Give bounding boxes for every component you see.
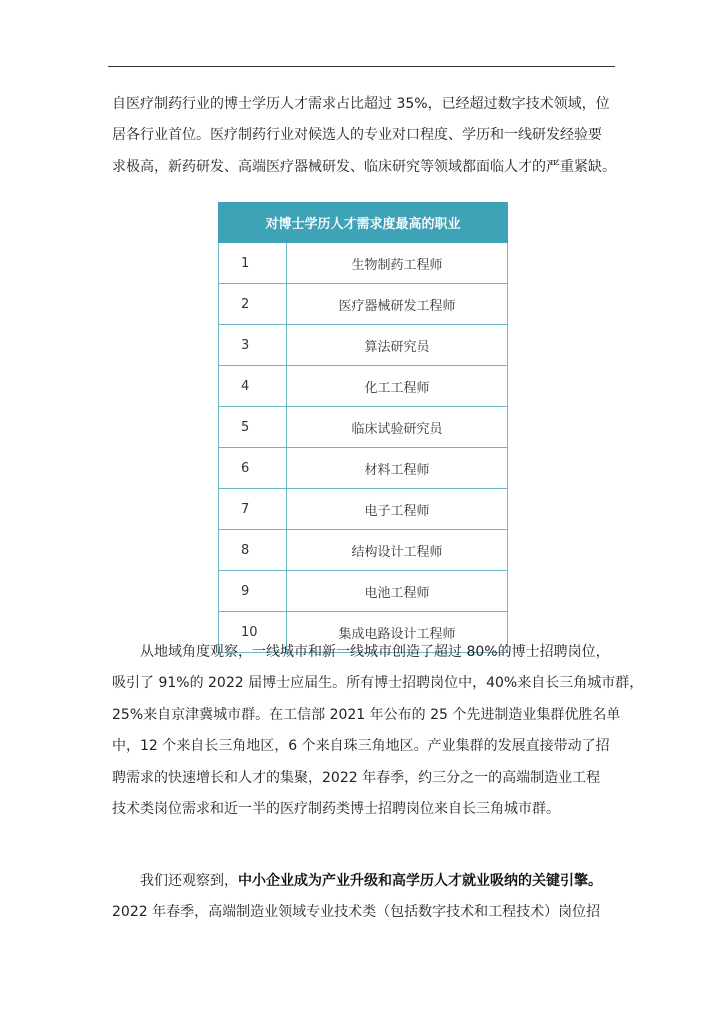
table-row — [219, 407, 508, 448]
intro-line: 求极高，新药研发、高端医疗器械研发、临床研究等领域都面临人才的严重紧缺。 — [112, 158, 616, 175]
job-cell: 化工工程师 — [287, 366, 508, 407]
region-line: 技术类岗位需求和近一半的医疗制药类博士招聘岗位来自长三角城市群。 — [112, 801, 560, 818]
intro-line: 自医疗制药行业的博士学历人才需求占比超过 35%，已经超过数字技术领域，位 — [112, 96, 610, 112]
job-cell: 医疗器械研发工程师 — [287, 284, 508, 325]
job-cell: 算法研究员 — [287, 325, 508, 366]
rank-cell: 8 — [219, 530, 287, 571]
table-row — [219, 489, 508, 530]
rank-cell: 6 — [219, 448, 287, 489]
observation-bold: 中小企业成为产业升级和高学历人才就业吸纳的关键引擎。 — [238, 873, 602, 889]
table-row — [219, 243, 508, 284]
table-title: 对博士学历人才需求度最高的职业 — [219, 203, 508, 243]
job-cell: 生物制药工程师 — [287, 243, 508, 284]
region-line: 从地域角度观察，一线城市和新一线城市创造了超过 80%的博士招聘岗位， — [112, 644, 610, 660]
rank-cell: 3 — [219, 325, 287, 366]
job-cell: 电池工程师 — [287, 571, 508, 612]
header-rule — [108, 66, 615, 67]
rank-cell: 5 — [219, 407, 287, 448]
phd-jobs-table — [218, 202, 508, 653]
observation-lead: 我们还观察到， — [112, 873, 238, 889]
table-row — [219, 448, 508, 489]
rank-cell: 7 — [219, 489, 287, 530]
region-paragraph — [112, 637, 644, 825]
rank-cell: 1 — [219, 243, 287, 284]
job-cell: 集成电路设计工程师 — [287, 612, 508, 653]
intro-line: 居各行业首位。医疗制药行业对候选人的专业对口程度、学历和一线研发经验要 — [112, 127, 602, 144]
observation-line — [112, 866, 617, 897]
table-row — [219, 530, 508, 571]
table-row — [219, 284, 508, 325]
rank-cell: 9 — [219, 571, 287, 612]
table-row — [219, 571, 508, 612]
region-line: 中，12 个来自长三角地区，6 个来自珠三角地区。产业集群的发展直接带动了招 — [112, 738, 610, 755]
rank-cell: 4 — [219, 366, 287, 407]
intro-paragraph — [112, 89, 617, 183]
region-line: 聘需求的快速增长和人才的集聚，2022 年春季，约三分之一的高端制造业工程 — [112, 769, 601, 786]
job-cell: 结构设计工程师 — [287, 530, 508, 571]
observation-paragraph — [112, 866, 617, 929]
region-line: 吸引了 91%的 2022 届博士应届生。所有博士招聘岗位中，40%来自长三角城市群， — [112, 675, 644, 692]
job-cell: 电子工程师 — [287, 489, 508, 530]
rank-cell: 2 — [219, 284, 287, 325]
table-row — [219, 366, 508, 407]
last-line: 2022 年春季，高端制造业领域专业技术类（包括数字技术和工程技术）岗位招 — [112, 904, 601, 921]
job-cell: 临床试验研究员 — [287, 407, 508, 448]
rank-cell: 10 — [219, 612, 287, 653]
region-line: 25%来自京津冀城市群。在工信部 2021 年公布的 25 个先进制造业集群优胜名单 — [112, 706, 621, 723]
job-cell: 材料工程师 — [287, 448, 508, 489]
table-row — [219, 325, 508, 366]
